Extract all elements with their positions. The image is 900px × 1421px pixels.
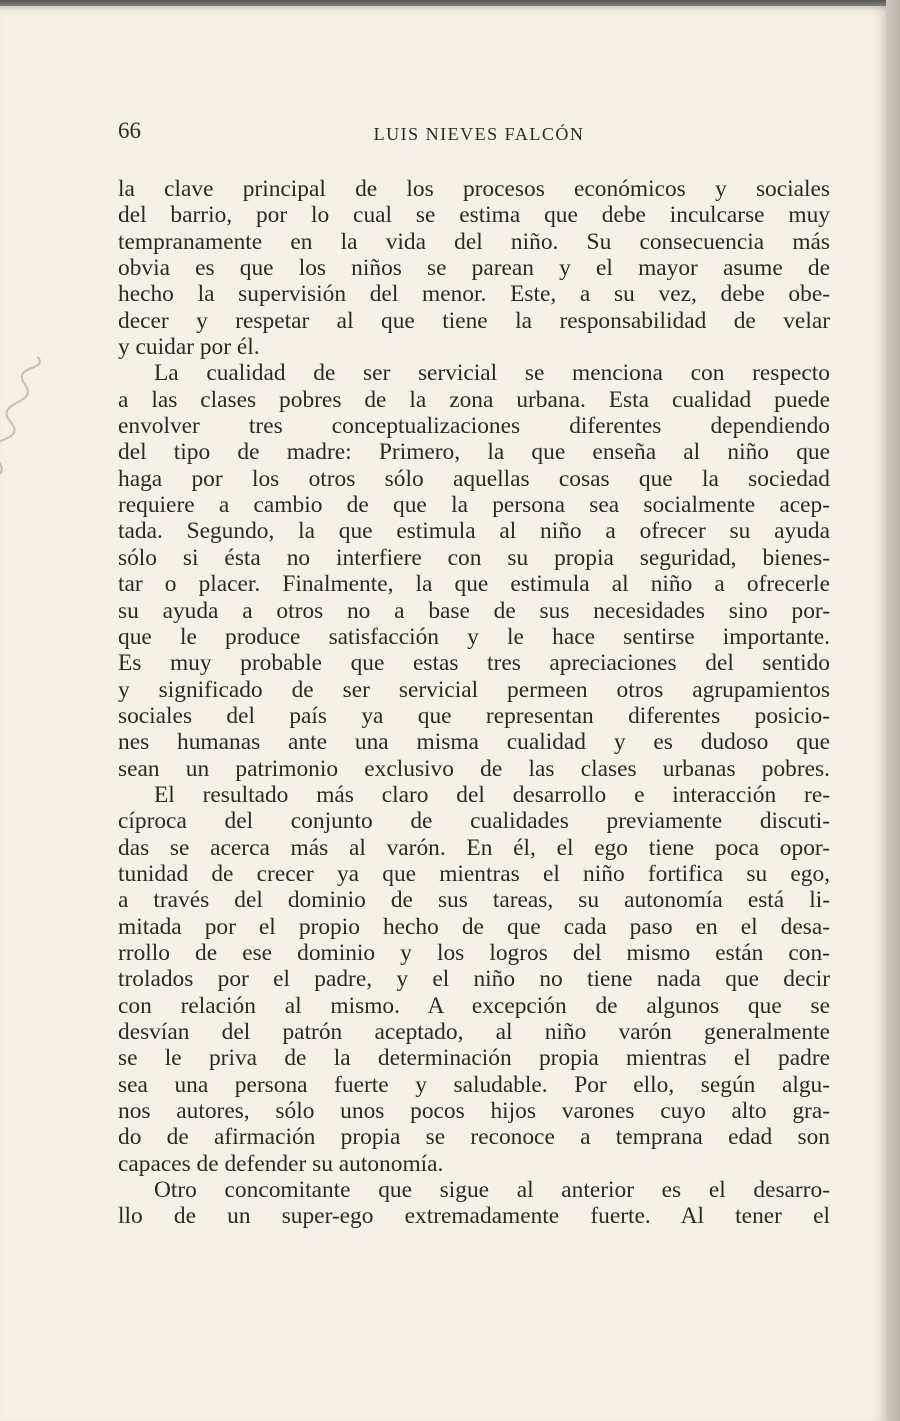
body-text	[118, 176, 830, 1230]
text-line: que le produce satisfacción y le hace sentirse importante.	[118, 623, 830, 650]
text-line: a las clases pobres de la zona urbana. Esta cualidad puede	[118, 386, 830, 413]
text-line: hecho la supervisión del menor. Este, a su vez, debe obe-	[118, 281, 830, 308]
text-line: sea una persona fuerte y saludable. Por ello, según algu-	[118, 1071, 830, 1098]
text-line: obvia es que los niños se parean y el mayor asume de	[118, 255, 830, 282]
text-line: con relación al mismo. A excepción de algunos que se	[118, 992, 830, 1019]
text-line: mitada por el propio hecho de que cada paso en el desa-	[118, 913, 830, 940]
text-line: y cuidar por él.	[118, 334, 260, 361]
text-line: se le priva de la determinación propia mientras el padre	[118, 1045, 830, 1072]
text-line: decer y respetar al que tiene la responsabilidad de velar	[118, 307, 830, 334]
text-line: El resultado más claro del desarrollo e interacción re-	[154, 781, 830, 808]
text-line: del tipo de madre: Primero, la que enseña al niño que	[118, 439, 830, 466]
text-line: nos autores, sólo unos pocos hijos varones cuyo alto gra-	[118, 1098, 830, 1125]
text-line: trolados por el padre, y el niño no tiene nada que decir	[118, 966, 830, 993]
text-line: a través del dominio de sus tareas, su autonomía está li-	[118, 887, 830, 914]
text-line: sólo si ésta no interfiere con su propia seguridad, bienes-	[118, 544, 830, 571]
text-line: nes humanas ante una misma cualidad y es dudoso que	[118, 729, 830, 756]
text-line: tunidad de crecer ya que mientras el niño fortifica su ego,	[118, 860, 830, 887]
text-line: rrollo de ese dominio y los logros del mismo están con-	[118, 939, 830, 966]
text-line: do de afirmación propia se reconoce a temprana edad son	[118, 1124, 830, 1151]
text-line: Es muy probable que estas tres apreciaciones del sentido	[118, 650, 830, 677]
text-line: Otro concomitante que sigue al anterior es el desarro-	[154, 1177, 830, 1204]
text-line: sociales del país ya que representan diferentes posicio-	[118, 702, 830, 729]
text-line: haga por los otros sólo aquellas cosas que la sociedad	[118, 465, 830, 492]
text-line: sean un patrimonio exclusivo de las clases urbanas pobres.	[118, 755, 830, 782]
text-line: capaces de defender su autonomía.	[118, 1150, 444, 1177]
text-line: llo de un super-ego extremadamente fuerte. Al tener el	[118, 1203, 830, 1230]
running-head-author: LUIS NIEVES FALCÓN	[373, 124, 585, 144]
page-header	[118, 118, 830, 154]
text-line: tada. Segundo, la que estimula al niño a ofrecer su ayuda	[118, 518, 830, 545]
text-line: la clave principal de los procesos económicos y sociales	[118, 176, 830, 202]
page-number: 66	[118, 118, 141, 143]
text-line: su ayuda a otros no a base de sus necesidades sino por-	[118, 597, 830, 624]
scan-right-edge	[886, 0, 900, 1421]
text-line: requiere a cambio de que la persona sea socialmente acep-	[118, 492, 830, 519]
text-line: La cualidad de ser servicial se menciona con respecto	[154, 360, 830, 387]
text-line: desvían del patrón aceptado, al niño varón generalmente	[118, 1019, 830, 1045]
text-line: tar o placer. Finalmente, la que estimula al niño a ofrecerle	[118, 571, 830, 598]
text-line: envolver tres conceptualizaciones diferentes dependiendo	[118, 413, 830, 440]
text-line: y significado de ser servicial permeen otros agrupamientos	[118, 676, 830, 703]
text-line: das se acerca más al varón. En él, el ego tiene poca opor-	[118, 834, 830, 861]
text-line: tempranamente en la vida del niño. Su consecuencia más	[118, 228, 830, 255]
text-line: cíproca del conjunto de cualidades previamente discuti-	[118, 808, 830, 835]
text-line: del barrio, por lo cual se estima que debe inculcarse muy	[118, 202, 830, 229]
